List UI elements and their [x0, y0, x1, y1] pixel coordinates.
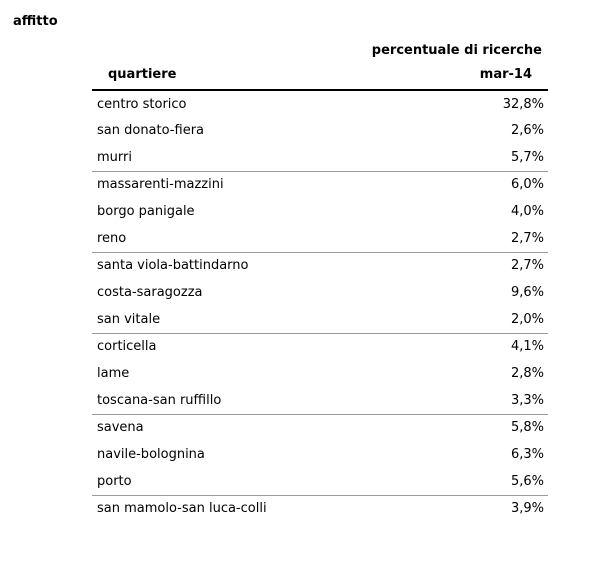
table-row	[92, 333, 548, 360]
quartiere-cell: costa-saragozza	[97, 285, 203, 300]
table-row	[92, 441, 548, 468]
quartiere-cell: santa viola-battindarno	[92, 252, 375, 279]
quartiere-cell: san vitale	[97, 311, 161, 327]
value-cell: 2,6%	[510, 123, 544, 138]
table-row	[92, 468, 548, 495]
value-cell: 9,6%	[510, 285, 544, 300]
table-row	[92, 171, 548, 198]
value-cell: 2,0%	[510, 311, 544, 327]
value-cell: 5,6%	[510, 473, 544, 489]
value-cell: 4,0%	[510, 204, 544, 219]
table-row	[92, 387, 548, 414]
table-row	[92, 306, 548, 333]
value-cell: 2,7%	[510, 230, 544, 246]
table-row	[92, 198, 548, 225]
affitto-table-container	[92, 41, 548, 522]
quartiere-cell: porto	[97, 473, 132, 489]
value-cell: 32,8%	[502, 96, 544, 112]
quartiere-cell: murri	[97, 149, 132, 165]
quartiere-cell: corticella	[92, 333, 375, 360]
value-cell: 6,3%	[510, 447, 544, 462]
table-row	[92, 252, 548, 279]
table-row	[92, 90, 548, 117]
table-row	[92, 495, 548, 522]
table-row	[92, 360, 548, 387]
quartiere-cell: savena	[92, 414, 375, 441]
quartiere-cell: centro storico	[97, 96, 187, 112]
affitto-table	[92, 60, 548, 522]
quartiere-cell: toscana-san ruffillo	[97, 392, 222, 408]
quartiere-cell: reno	[97, 230, 127, 246]
table-row	[92, 117, 548, 144]
value-cell: 2,7%	[375, 252, 548, 279]
table-row	[92, 225, 548, 252]
table-row	[92, 144, 548, 171]
value-cell: 3,9%	[375, 495, 548, 522]
value-cell: 6,0%	[375, 171, 548, 198]
quartiere-cell: navile-bolognina	[97, 447, 205, 462]
column-group-header: percentuale di ricerche	[371, 43, 542, 58]
value-cell: 4,1%	[375, 333, 548, 360]
value-cell: 5,7%	[510, 149, 544, 165]
quartiere-cell: massarenti-mazzini	[92, 171, 375, 198]
quartiere-cell: san mamolo-san luca-colli	[92, 495, 375, 522]
header-row	[92, 60, 548, 90]
value-cell: 2,8%	[510, 366, 544, 381]
value-cell: 3,3%	[510, 392, 544, 408]
table-row	[92, 279, 548, 306]
quartiere-cell: san donato-fiera	[97, 123, 205, 138]
table-header	[92, 60, 548, 90]
quartiere-cell: borgo panigale	[97, 204, 195, 219]
column-header-period: mar-14	[375, 60, 548, 90]
value-cell: 5,8%	[375, 414, 548, 441]
table-row	[92, 414, 548, 441]
quartiere-cell: lame	[97, 366, 130, 381]
page-title: affitto	[13, 14, 58, 29]
column-header-quartiere: quartiere	[92, 60, 375, 90]
table-body	[92, 90, 548, 522]
